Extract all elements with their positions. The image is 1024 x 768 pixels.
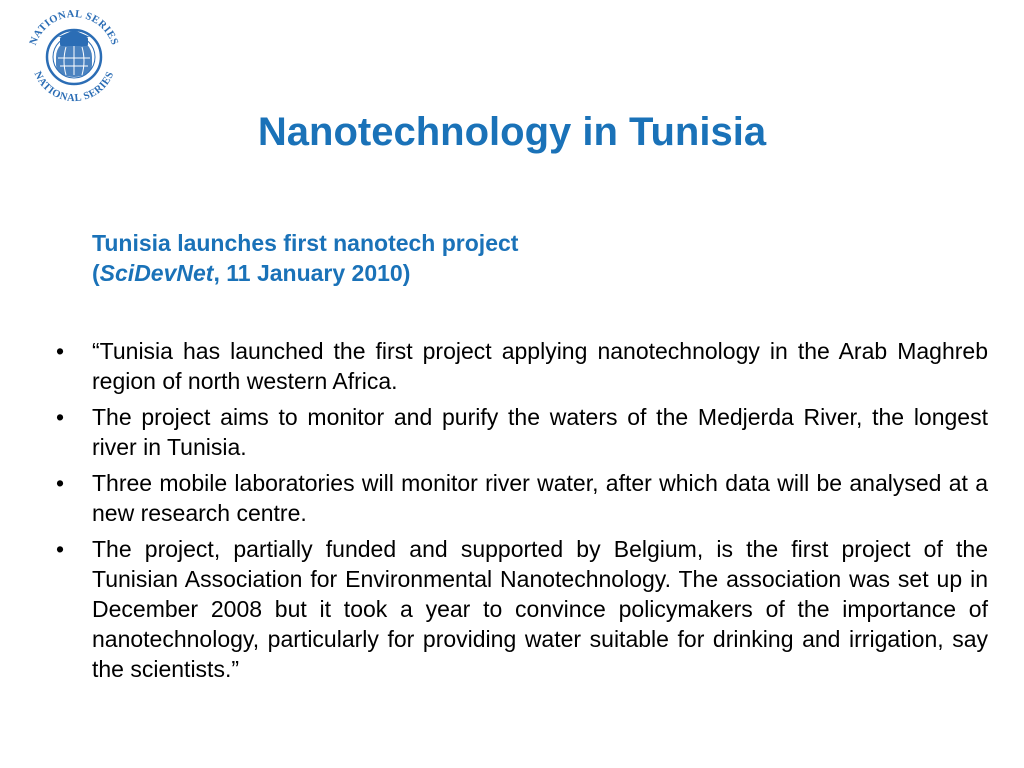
national-series-logo — [20, 3, 128, 111]
svg-text:NATIONAL SERIES: NATIONAL SERIES — [27, 8, 121, 47]
source-name: SciDevNet — [99, 260, 214, 286]
bullet-text: The project, partially funded and supported by Belgium, is the first project of the Tunisian Association for Environmental Nanotechnology. The association was set up in December 2008 but it took a year to convince policymakers of the importance of nanotechnology, particularly for providing water suitable for drinking and irrigation, say the scientists.” — [92, 536, 988, 682]
bullet-icon: • — [56, 536, 65, 562]
bullet-text: “Tunisia has launched the first project applying nanotechnology in the Arab Maghreb region of north western Africa. — [92, 338, 988, 394]
bullet-icon: • — [56, 338, 65, 364]
bullet-text: Three mobile laboratories will monitor river water, after which data will be analysed at a new research centre. — [92, 470, 988, 526]
bullet-item — [0, 336, 1024, 396]
source-date: , 11 January 2010) — [213, 260, 411, 286]
bullet-icon: • — [56, 470, 65, 496]
bullet-item — [0, 534, 1024, 684]
bullet-item — [0, 468, 1024, 528]
bullet-text: The project aims to monitor and purify the waters of the Medjerda River, the longest river in Tunisia. — [92, 404, 988, 460]
article-source — [92, 258, 518, 288]
svg-text:NATIONAL SERIES: NATIONAL SERIES — [31, 69, 117, 105]
source-open-paren: ( — [92, 260, 100, 286]
slide-title: Nanotechnology in Tunisia — [257, 110, 767, 154]
article-citation — [92, 228, 518, 288]
bullet-item — [0, 402, 1024, 462]
article-headline: Tunisia launches first nanotech project — [92, 230, 519, 256]
bullet-list — [0, 336, 1024, 690]
bullet-icon: • — [56, 404, 65, 430]
